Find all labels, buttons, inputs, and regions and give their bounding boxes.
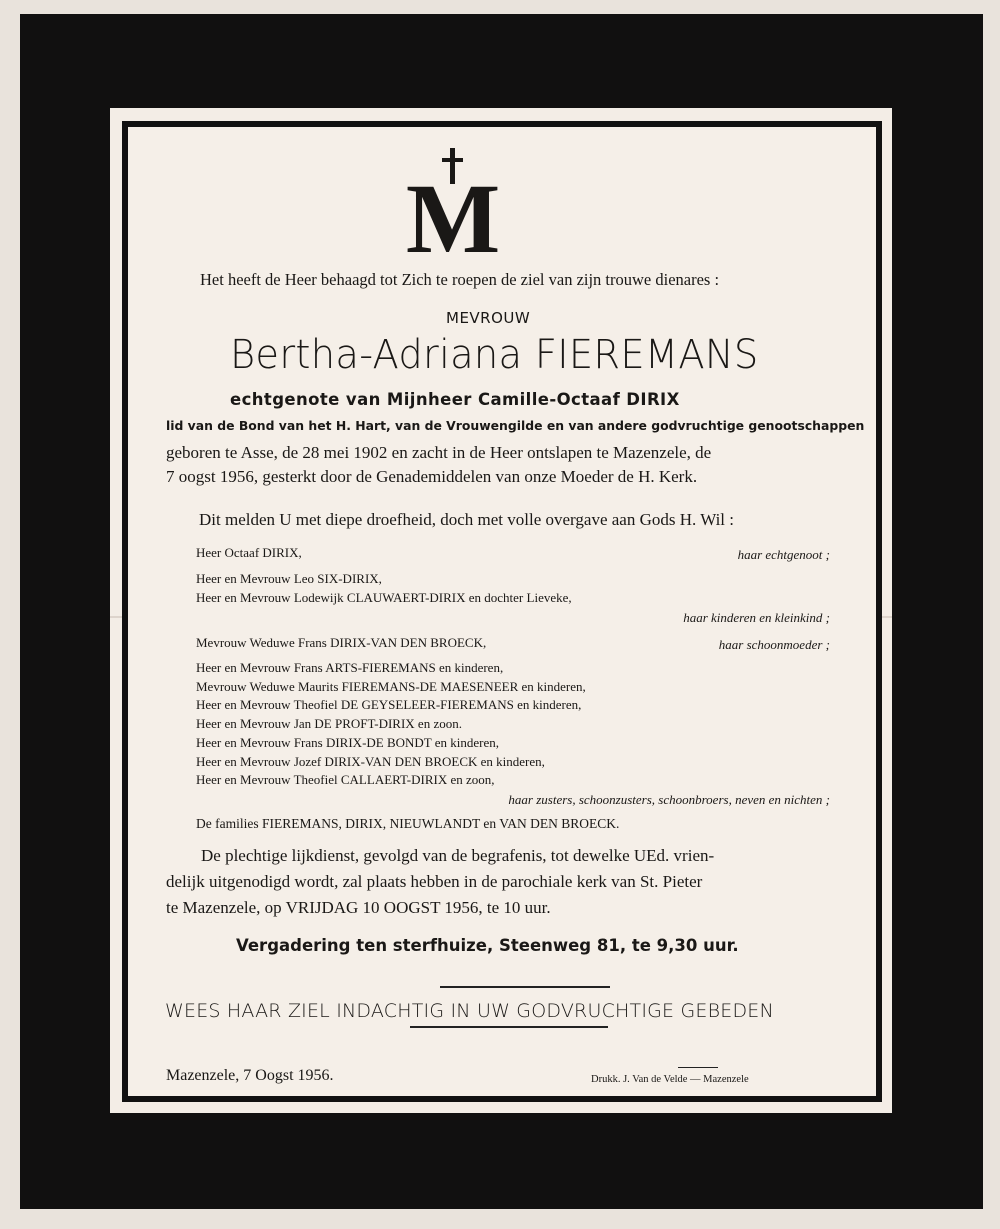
sibling-line-1: Heer en Mevrouw Frans ARTS-FIEREMANS en kinderen, — [196, 660, 504, 675]
title-prefix: MEVROUW — [446, 309, 531, 327]
prayer-bottom-rule — [410, 1026, 608, 1028]
prayer-top-rule — [440, 986, 610, 988]
birth-death-line-1: geboren te Asse, de 28 mei 1902 en zacht in de Heer ontslapen te Mazenzele, de — [166, 443, 712, 462]
sibling-line-2: Mevrouw Weduwe Maurits FIEREMANS-DE MAESENEER en kinderen, — [196, 679, 586, 694]
service-line-3: te Mazenzele, op VRIJDAG 10 OOGST 1956, te 10 uur. — [166, 898, 551, 917]
place-date: Mazenzele, 7 Oogst 1956. — [166, 1067, 334, 1084]
announcement-text: Dit melden U met diepe droefheid, doch met volle overgave aan Gods H. Wil : — [199, 510, 734, 529]
sibling-line-3: Heer en Mevrouw Theofiel DE GEYSELEER-FIEREMANS en kinderen, — [196, 697, 582, 712]
prayer-line: WEES HAAR ZIEL INDACHTIG IN UW GODVRUCHTIGE GEBEDEN — [165, 1000, 774, 1022]
service-line-1: De plechtige lijkdienst, gevolgd van de begrafenis, tot dewelke UEd. vrien- — [201, 846, 715, 865]
mother-in-law-name: Mevrouw Weduwe Frans DIRIX-VAN DEN BROECK, — [196, 635, 487, 650]
birth-death-line-2: 7 oogst 1956, gesterkt door de Genademiddelen van onze Moeder de H. Kerk. — [166, 467, 698, 486]
service-line-2: delijk uitgenodigd wordt, zal plaats hebben in de parochiale kerk van St. Pieter — [166, 872, 703, 891]
printer-credit: Drukk. J. Van de Velde — Mazenzele — [591, 1074, 749, 1085]
deceased-name: Bertha-Adriana FIEREMANS — [230, 332, 759, 378]
sibling-line-7: Heer en Mevrouw Theofiel CALLAERT-DIRIX en zoon, — [196, 772, 495, 787]
intro-text: Het heeft de Heer behaagd tot Zich te roepen de ziel van zijn trouwe dienares : — [200, 270, 720, 289]
sibling-line-5: Heer en Mevrouw Frans DIRIX-DE BONDT en kinderen, — [196, 735, 500, 750]
printer-rule — [678, 1067, 718, 1068]
gathering-line: Vergadering ten sterfhuize, Steenweg 81, te 9,30 uur. — [236, 936, 739, 955]
mother-in-law-relation: haar schoonmoeder ; — [718, 637, 830, 652]
husband-relation: haar echtgenoot ; — [737, 547, 830, 562]
husband-name: Heer Octaaf DIRIX, — [196, 545, 302, 560]
spouse-line: echtgenote van Mijnheer Camille-Octaaf DIRIX — [230, 390, 680, 409]
monogram-m-with-cross-icon — [405, 148, 501, 274]
sibling-line-6: Heer en Mevrouw Jozef DIRIX-VAN DEN BROECK en kinderen, — [196, 754, 545, 769]
child-line-2: Heer en Mevrouw Lodewijk CLAUWAERT-DIRIX en dochter Lieveke, — [196, 590, 572, 605]
siblings-relation: haar zusters, schoonzusters, schoonbroers, neven en nichten ; — [508, 792, 830, 807]
child-line-1: Heer en Mevrouw Leo SIX-DIRIX, — [196, 571, 382, 586]
svg-text:M: M — [405, 163, 501, 274]
families-line: De families FIEREMANS, DIRIX, NIEUWLANDT en VAN DEN BROECK. — [196, 816, 620, 831]
sibling-line-4: Heer en Mevrouw Jan DE PROFT-DIRIX en zoon. — [196, 716, 462, 731]
children-relation: haar kinderen en kleinkind ; — [683, 610, 830, 625]
membership-line: lid van de Bond van het H. Hart, van de Vrouwengilde en van andere godvruchtige genootschappen — [166, 418, 865, 433]
